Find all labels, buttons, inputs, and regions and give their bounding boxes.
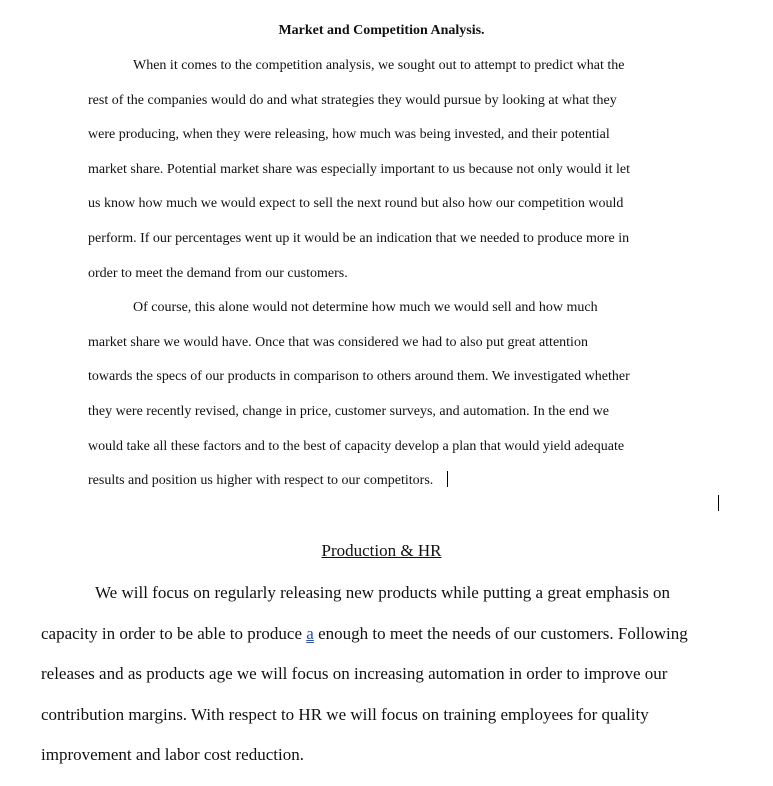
text-line-last	[88, 470, 688, 505]
text-line: market share. Potential market share was especially important to us because not only would it let	[88, 161, 630, 177]
text-run: enough to meet the needs of our customers. Following	[313, 623, 688, 643]
text-line: rest of the companies would do and what strategies they would pursue by looking at what they	[88, 92, 617, 108]
market-competition-body	[88, 55, 688, 505]
production-paragraph	[41, 581, 721, 784]
text-line: us know how much we would expect to sell the next round but also how our competition would	[88, 196, 624, 212]
text-line: towards the specs of our products in comparison to others around them. We investigated whether	[88, 369, 630, 385]
production-hr-body	[41, 581, 721, 784]
insertion-cursor	[718, 495, 719, 511]
text-line: perform. If our percentages went up it would be an indication that we needed to produce more in	[88, 230, 630, 246]
text-cursor	[447, 471, 448, 487]
text-line: would take all these factors and to the best of capacity develop a plan that would yield adequate	[88, 438, 625, 454]
text-line: releases and as products age we will focus on increasing automation in order to improve our	[41, 664, 668, 683]
text-line: they were recently revised, change in price, customer surveys, and automation. In the end we	[88, 403, 609, 419]
text-line	[41, 622, 721, 663]
text-line: improvement and labor cost reduction.	[41, 745, 304, 764]
section-title-market-competition: Market and Competition Analysis.	[278, 23, 485, 38]
text-line: Of course, this alone would not determine how much we would sell and how much	[133, 300, 598, 316]
text-line: were producing, when they were releasing, how much was being invested, and their potential	[88, 127, 610, 143]
text-line: When it comes to the competition analysis, we sought out to attempt to predict what the	[133, 58, 625, 73]
text-line: contribution margins. With respect to HR we will focus on training employees for quality	[41, 704, 649, 724]
grammar-flagged-word[interactable]: a	[306, 623, 314, 643]
text-line-content: results and position us higher with respect to our competitors.	[88, 473, 434, 489]
text-line: market share we would have. Once that was considered we had to also put great attention	[88, 334, 588, 350]
text-line: order to meet the demand from our customers.	[88, 265, 348, 281]
text-run: capacity in order to be able to produce	[41, 623, 307, 643]
market-paragraph-1	[88, 55, 688, 297]
text-line: We will focus on regularly releasing new products while putting a great emphasis on	[95, 583, 671, 602]
market-paragraph-2	[88, 297, 688, 505]
section-title-production-hr: Production & HR	[321, 541, 442, 560]
